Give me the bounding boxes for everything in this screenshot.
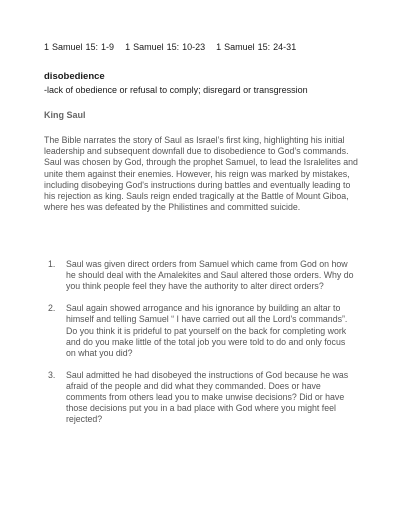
question-number: 2. <box>48 303 56 314</box>
scripture-references <box>44 42 296 52</box>
question-text: Saul admitted he had disobeyed the instructions of God because he was afraid of the people and did what they commanded. Does or have comments from others lead you to make unwise decisions? Did or have those decisions put you in a bad place with God where you might feel rejected? <box>66 369 349 425</box>
vocab-definition: -lack of obedience or refusal to comply; disregard or transgression <box>44 85 308 95</box>
question-list <box>48 259 368 436</box>
vocab-term: disobedience <box>44 71 105 82</box>
scripture-reference: 1 Samuel 15: 24-31 <box>216 42 297 52</box>
question-number: 1. <box>48 259 56 269</box>
question-text: Saul was given direct orders from Samuel which came from God on how he should deal with the Amalekites and Saul altered those orders. Why do you think people feel they have the authority to alter direct orders? <box>66 259 354 292</box>
question-item <box>48 370 368 426</box>
question-item <box>48 303 368 359</box>
scripture-reference: 1 Samuel 15: 1-9 <box>44 42 115 52</box>
question-item <box>48 259 368 293</box>
summary-paragraph: The Bible narrates the story of Saul as Israel’s first king, highlighting his initial leadership and subsequent downfall due to disobedience to God’s commands. Saul was chosen by God, through the prophet Samuel, to lead the Isralelites and unite them against their enemies. However, his reign was marked by mistakes, including disobeying God's instructions during battles and eventually leading to his rejection as king. Sauls reign ended tragically at the Battle of Mount Giboa, where hes was defeated by the Philistines and committed suicide. <box>44 135 358 213</box>
scripture-reference: 1 Samuel 15: 10-23 <box>125 42 206 52</box>
section-heading: King Saul <box>44 110 86 120</box>
question-text: Saul again showed arrogance and his ignorance by building an altar to himself and telling Samuel “ I have carried out all the Lord's commands”. Do you think it is prideful to pat yourself on the back for completing work and do you make little of the total job you were told to do and only focus on what you did? <box>66 303 348 358</box>
question-number: 3. <box>48 369 56 380</box>
